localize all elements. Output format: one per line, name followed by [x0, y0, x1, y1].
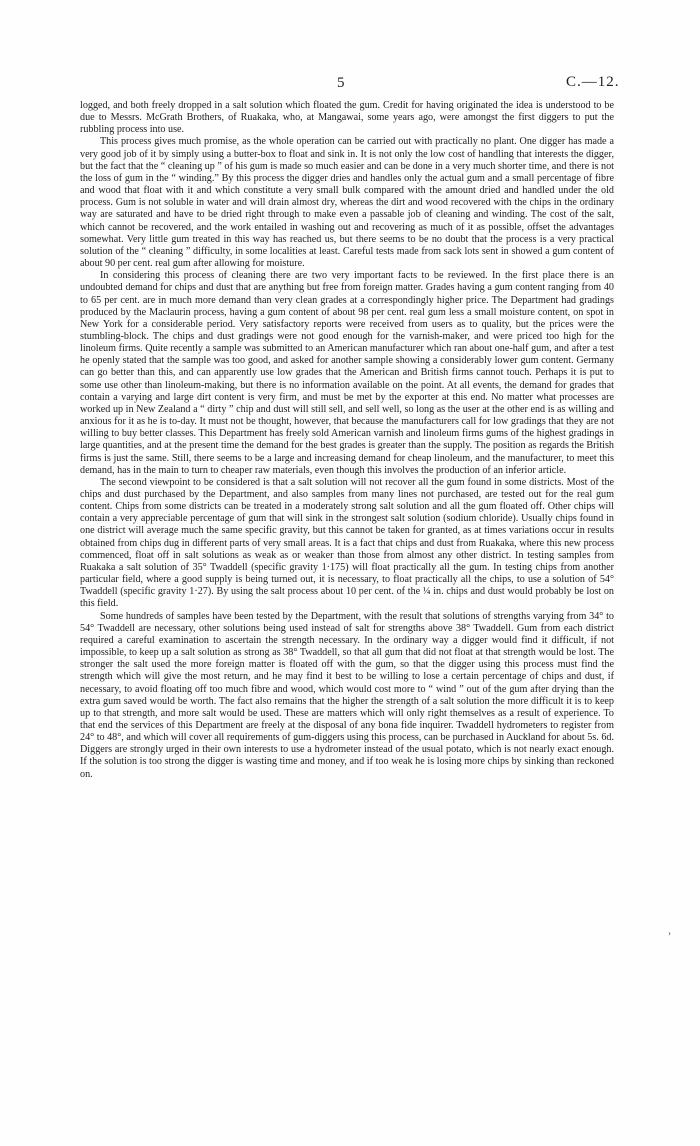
paragraph: In considering this process of cleaning there are two very important facts to be reviewed. In the first place there is an undoubted demand for chips and dust that are anything but free from foreign matter. Grades having a gum content ranging from 40 to 65 per cent. are in much more demand than very clean grades at a correspondingly higher price. The Department had gradings produced by the Maclaurin process, having a gum content of about 98 per cent. real gum less a small moisture content, on spot in New York for a considerable period. Very satisfactory reports were received from users as to quality, but the prices were the stumbling-block. The chips and dust gradings were not good enough for the varnish-maker, and were priced too high for the linoleum firms. Quite recently a sample was submitted to an American manufacturer which ran about one-half gum, and after a test he openly stated that the sample was too good, and asked for another sample showing a considerably lower gum content. Germany can go better than this, and can apparently use low grades that the American and British firms cannot touch. Perhaps it is put to some use other than linoleum-making, but there is no information available on the point. At all events, the demand for grades that contain a varying and large dirt content is very firm, and must be met by the exporter at this end. No matter what processes are worked up in New Zealand a “ dirty ” chip and dust will still sell, and sell well, so long as the user at the other end is as willing and anxious for it as he is to-day. It must not be thought, however, that because the manufacturers call for low gradings that they are not willing to buy better classes. This Department has freely sold American varnish and linoleum firms gums of the highest gradings in large quantities, and at the present time the demand for the best grades is greater than the supply. The position as regards the British firms is just the same. Still, there seems to be a large and increasing demand for cheap linoleum, and the manufacturer, to meet this demand, has in the main to turn to cheaper raw materials, even though this involves the production of an inferior article.: [80, 270, 614, 476]
page-number: 5: [337, 75, 345, 91]
paragraph: logged, and both freely dropped in a salt solution which floated the gum. Credit for having originated the idea is understood to be due to Messrs. McGrath Brothers, of Ruakaka, who, at Mangawai, some years ago, were amongst the first diggers to put the rubbling process into use.: [80, 100, 614, 136]
paragraph: The second viewpoint to be considered is that a salt solution will not recover all the gum found in some districts. Most of the chips and dust purchased by the Department, and also samples from many lines not purchased, are tested out for the real gum content. Chips from some districts can be treated in a moderately strong salt solution and all the gum floated off. Other chips will contain a very appreciable percentage of gum that will sink in the strongest salt solution (sodium chloride). Usually chips found in one district will average much the same specific gravity, but this cannot be taken for granted, as at times variations occur in results obtained from chips dug in different parts of very small areas. It is a fact that chips and dust from Ruakaka, where this new process commenced, float off in salt solutions as weak as or weaker than those from almost any other district. In testing samples from Ruakaka a salt solution of 35° Twaddell (specific gravity 1·175) will float practically all the gum. In testing chips from another particular field, where a good supply is being turned out, it is necessary, to float practically all the chips, to use a solution of 54° Twaddell (specific gravity 1·27). By using the salt process about 10 per cent. of the ¼ in. chips and dust would probably be lost on this field.: [80, 476, 614, 610]
paragraph: Some hundreds of samples have been tested by the Department, with the result that solutions of strengths varying from 34° to 54° Twaddell are necessary, other solutions being used instead of salt for strengths above 38° Twaddell. Gum from each district required a careful examination to ascertain the strength necessary. In the ordinary way a digger would find it difficult, if not impossible, to keep up a salt solution as strong as 38° Twaddell, so that all gum that did not float at that strength would be lost. The stronger the salt used the more foreign matter is floated off with the gum, so that the digger using this process must find the strength which will give the most return, and he may find it best to be willing to lose a certain percentage of chips and dust, if necessary, to avoid floating off too much fibre and wood, which would cost more to “ wind ” out of the gum after drying than the extra gum saved would be worth. The fact also remains that the higher the strength of a salt solution the more difficult it is to keep up to that strength, and more salt would be used. These are matters which will only right themselves as a result of experience. To that end the services of this Department are freely at the disposal of any bona fide inquirer. Twaddell hydrometers to register from 24° to 48°, and which will cover all requirements of gum-diggers using this process, can be purchased in Auckland for about 5s. 6d. Diggers are strongly urged in their own interests to use a hydrometer instead of the usual potato, which is not nearly exact enough. If the solution is too strong the digger is wasting time and money, and if too weak he is losing more chips by sinking than reckoned on.: [80, 610, 614, 780]
body-text: [80, 100, 614, 781]
margin-mark: ›: [668, 928, 671, 938]
paragraph: This process gives much promise, as the whole operation can be carried out with practically no plant. One digger has made a very good job of it by simply using a butter-box to float and sink in. It is not only the low cost of handling that interests the digger, but the fact that the “ cleaning up ” of his gum is made so much easier and can be done in a very much shorter time, and there is not the loss of gum in the “ winding.” By this process the digger dries and handles only the actual gum and a small percentage of fibre and wood that float with it and which constitute a very small bulk compared with the amount dried and handled under the old process. Gum is not soluble in water and will drain almost dry, whereas the dirt and wood recovered with the chips in the ordinary way are saturated and have to be dried right through to make even a passable job of cleaning and winding. The cost of the salt, which cannot be recovered, and the work entailed in washing out and recovering as much of it as possible, offset the advantages somewhat. Very little gum treated in this way has reached us, but there seems to be no doubt that the process is a very practical solution of the “ cleaning ” difficulty, in some localities at least. Careful tests made from sack lots sent in showed a gum content of about 90 per cent. real gum after allowing for moisture.: [80, 136, 614, 270]
document-reference: C.—12.: [566, 74, 620, 90]
